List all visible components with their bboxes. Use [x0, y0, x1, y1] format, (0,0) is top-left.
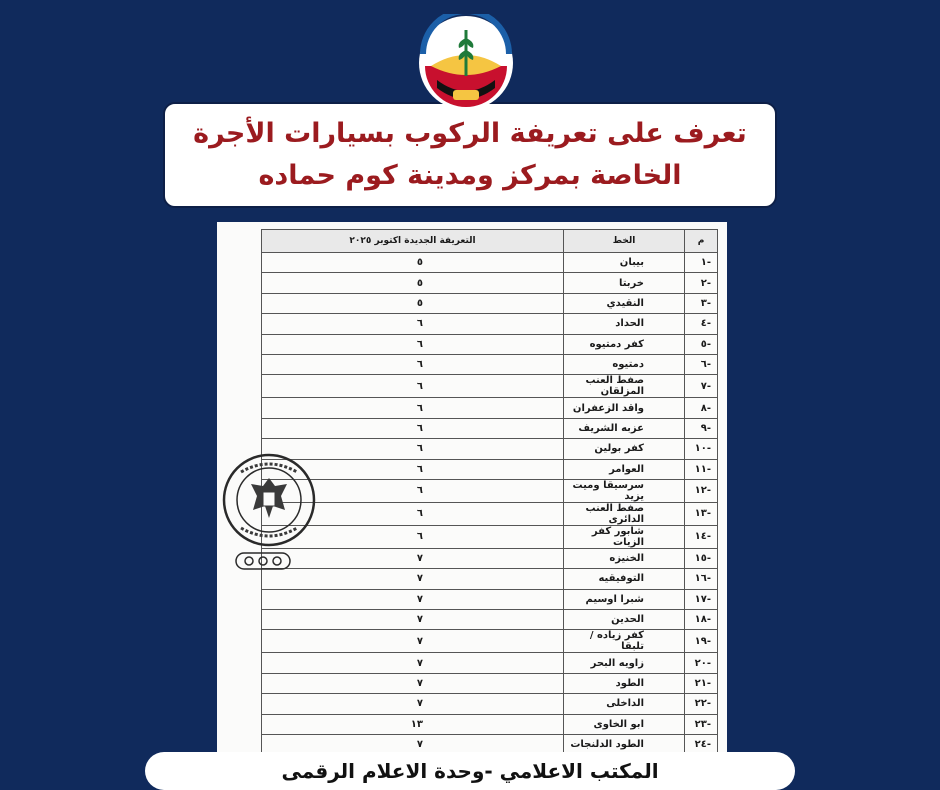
- row-number: -١٢: [685, 479, 718, 502]
- row-number: -٢١: [685, 673, 718, 693]
- row-fare: ٦: [262, 334, 564, 354]
- row-number: -١: [685, 253, 718, 273]
- table-row: [262, 610, 718, 630]
- table-row: [262, 459, 718, 479]
- table-row: [262, 673, 718, 693]
- row-line: شبرا اوسيم: [564, 589, 685, 609]
- row-fare: ٦: [262, 398, 564, 418]
- row-number: -٢٤: [685, 735, 718, 752]
- row-number: -١١: [685, 459, 718, 479]
- row-line: واقد الزعفران: [564, 398, 685, 418]
- row-number: -١٩: [685, 630, 718, 653]
- official-seal-eagle-icon: [221, 452, 317, 548]
- row-line: الطود: [564, 673, 685, 693]
- stamp-serial: [235, 550, 291, 572]
- title-line-1: تعرف على تعريفة الركوب بسيارات الأجرة: [193, 118, 747, 149]
- beheira-governorate-logo-icon: [417, 14, 515, 112]
- row-fare: ٦: [262, 459, 564, 479]
- row-line: الحدين: [564, 610, 685, 630]
- row-line: عزبه الشريف: [564, 418, 685, 438]
- header-num: م: [685, 230, 718, 253]
- row-line: خربتا: [564, 273, 685, 293]
- table-body: [262, 253, 718, 753]
- row-number: -٢٣: [685, 714, 718, 734]
- table-header-row: [262, 230, 718, 253]
- governorate-logo: [417, 14, 515, 112]
- row-line: الداخلى: [564, 694, 685, 714]
- row-line: العوامر: [564, 459, 685, 479]
- row-number: -٢: [685, 273, 718, 293]
- table-row: [262, 630, 718, 653]
- row-number: -٣: [685, 293, 718, 313]
- table-row: [262, 334, 718, 354]
- table-row: [262, 569, 718, 589]
- row-line: شابور كفر الزيات: [564, 525, 685, 548]
- table-row: [262, 314, 718, 334]
- table-row: [262, 694, 718, 714]
- footer-text: المكتب الاعلامي -وحدة الاعلام الرقمى: [281, 759, 659, 783]
- row-number: -١٨: [685, 610, 718, 630]
- table-row: [262, 418, 718, 438]
- row-number: -٧: [685, 375, 718, 398]
- row-fare: ٥: [262, 293, 564, 313]
- table-row: [262, 525, 718, 548]
- table-row: [262, 653, 718, 673]
- row-number: -٩: [685, 418, 718, 438]
- official-stamp: [221, 452, 317, 548]
- row-number: -١٧: [685, 589, 718, 609]
- row-line: كفر بولين: [564, 439, 685, 459]
- row-line: ابو الخاوى: [564, 714, 685, 734]
- row-line: دمتيوه: [564, 354, 685, 374]
- row-line: النقيدي: [564, 293, 685, 313]
- row-fare: ٧: [262, 610, 564, 630]
- row-number: -٦: [685, 354, 718, 374]
- row-fare: ٧: [262, 673, 564, 693]
- title-panel: [163, 102, 777, 208]
- row-line: كفر دمتيوه: [564, 334, 685, 354]
- row-line: الطود الدلنجات: [564, 735, 685, 752]
- row-fare: ٥: [262, 273, 564, 293]
- row-fare: ٦: [262, 502, 564, 525]
- row-line: الحداد: [564, 314, 685, 334]
- table-row: [262, 548, 718, 568]
- stamp-serial-icon: [235, 550, 291, 572]
- row-fare: ٥: [262, 253, 564, 273]
- table-row: [262, 479, 718, 502]
- row-number: -٨: [685, 398, 718, 418]
- title-line-2: الخاصة بمركز ومدينة كوم حماده: [258, 160, 682, 191]
- header-fare: التعريفة الجديدة اكتوبر ٢٠٢٥: [262, 230, 564, 253]
- table-row: [262, 502, 718, 525]
- row-number: -٥: [685, 334, 718, 354]
- row-line: الخنيزه: [564, 548, 685, 568]
- row-line: زاويه البحر: [564, 653, 685, 673]
- table-row: [262, 253, 718, 273]
- row-fare: ٧: [262, 735, 564, 752]
- row-number: -١٦: [685, 569, 718, 589]
- row-fare: ٧: [262, 589, 564, 609]
- row-fare: ٦: [262, 439, 564, 459]
- row-number: -٤: [685, 314, 718, 334]
- table-row: [262, 589, 718, 609]
- row-fare: ١٣: [262, 714, 564, 734]
- table-row: [262, 735, 718, 752]
- row-number: -٢٠: [685, 653, 718, 673]
- header-line: الخط: [564, 230, 685, 253]
- table-row: [262, 293, 718, 313]
- row-number: -٢٢: [685, 694, 718, 714]
- row-fare: ٧: [262, 548, 564, 568]
- row-line: سرسيقا وميت يزيد: [564, 479, 685, 502]
- row-line: صفط العنب المزلقان: [564, 375, 685, 398]
- row-fare: ٦: [262, 354, 564, 374]
- row-number: -١٤: [685, 525, 718, 548]
- table-row: [262, 273, 718, 293]
- footer-panel: [145, 752, 795, 790]
- table-row: [262, 439, 718, 459]
- table-row: [262, 354, 718, 374]
- row-fare: ٦: [262, 418, 564, 438]
- row-fare: ٧: [262, 694, 564, 714]
- row-line: بيبان: [564, 253, 685, 273]
- table-row: [262, 398, 718, 418]
- table-row: [262, 714, 718, 734]
- row-line: كفر زياده / تلبقا: [564, 630, 685, 653]
- row-line: التوفيقيه: [564, 569, 685, 589]
- row-fare: ٦: [262, 479, 564, 502]
- tariff-document: [217, 222, 727, 752]
- row-fare: ٦: [262, 314, 564, 334]
- row-number: -١٣: [685, 502, 718, 525]
- row-number: -١٥: [685, 548, 718, 568]
- tariff-table: [261, 229, 718, 752]
- row-fare: ٧: [262, 653, 564, 673]
- row-number: -١٠: [685, 439, 718, 459]
- row-fare: ٧: [262, 630, 564, 653]
- row-line: صفط العنب الدائرى: [564, 502, 685, 525]
- row-fare: ٦: [262, 525, 564, 548]
- row-fare: ٦: [262, 375, 564, 398]
- table-row: [262, 375, 718, 398]
- row-fare: ٧: [262, 569, 564, 589]
